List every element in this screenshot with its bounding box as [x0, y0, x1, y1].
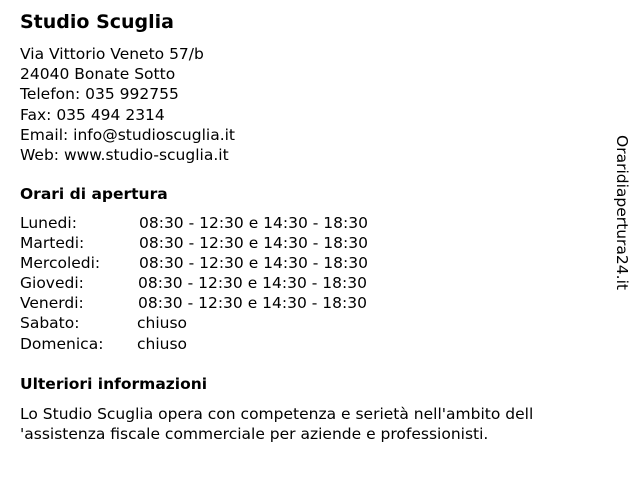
day-hours: 08:30 - 12:30 e 14:30 - 18:30 [138, 294, 367, 313]
day-hours: 08:30 - 12:30 e 14:30 - 18:30 [138, 274, 367, 293]
address-city: 24040 Bonate Sotto [20, 65, 176, 84]
day-label: Mercoledi: [20, 254, 101, 273]
phone-number: Telefon: 035 992755 [20, 85, 179, 104]
day-label: Giovedi: [20, 274, 84, 293]
fax-number: Fax: 035 494 2314 [20, 105, 165, 124]
day-label: Venerdi: [20, 294, 84, 313]
more-info-text [20, 404, 610, 444]
day-label: Sabato: [20, 314, 80, 333]
info-line: 'assistenza fiscale commerciale per aziende e professionisti. [20, 425, 489, 444]
day-hours: 08:30 - 12:30 e 14:30 - 18:30 [139, 254, 368, 273]
info-line: Lo Studio Scuglia opera con competenza e serietà nell'ambito dell [20, 405, 534, 423]
day-label: Martedi: [20, 234, 85, 253]
opening-hours-heading: Orari di apertura [20, 185, 168, 203]
day-hours: chiuso [137, 334, 188, 353]
contact-block [20, 44, 235, 165]
day-label: Domenica: [20, 334, 104, 353]
site-watermark: Oraridiapertura24.it [613, 135, 631, 290]
website: Web: www.studio-scuglia.it [20, 146, 229, 165]
day-hours: 08:30 - 12:30 e 14:30 - 18:30 [139, 214, 368, 232]
day-label: Lunedi: [20, 214, 77, 232]
email-address: Email: info@studioscuglia.it [20, 125, 236, 144]
day-hours: 08:30 - 12:30 e 14:30 - 18:30 [139, 234, 368, 253]
business-name: Studio Scuglia [20, 11, 174, 33]
more-info-heading: Ulteriori informazioni [20, 375, 208, 393]
day-hours: chiuso [137, 314, 188, 333]
address-street: Via Vittorio Veneto 57/b [20, 45, 204, 63]
